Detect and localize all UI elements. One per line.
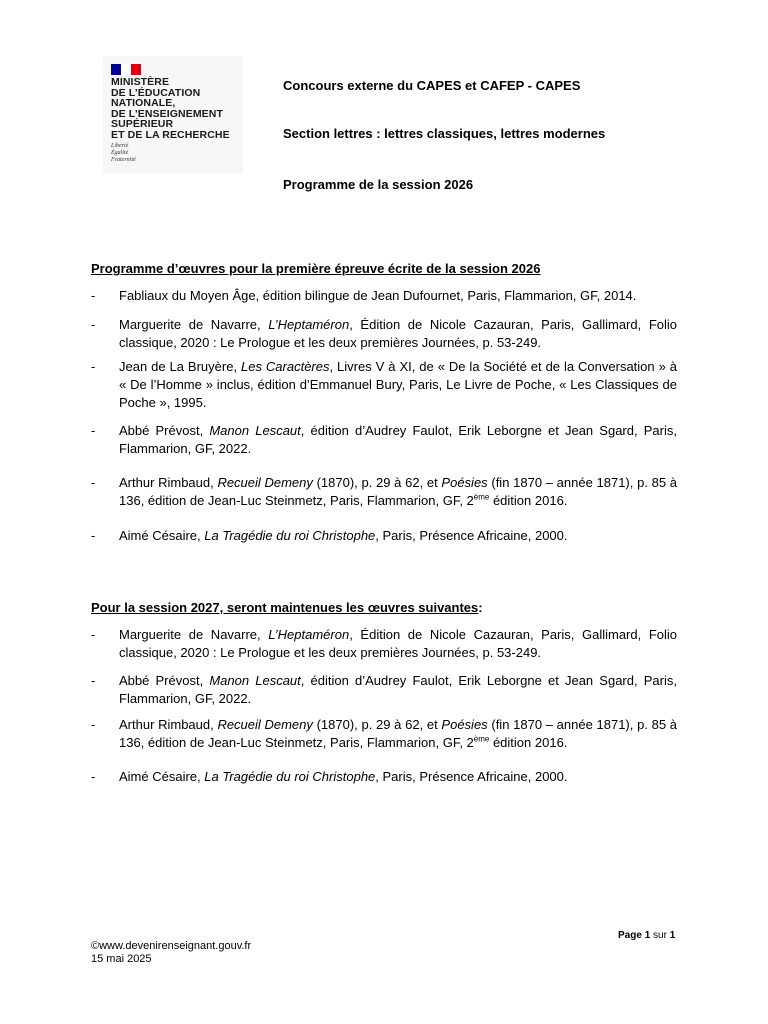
page-current: 1 — [644, 930, 651, 941]
list-dash: - — [91, 717, 96, 732]
item-text: Abbé Prévost, — [119, 673, 210, 688]
flag-red-stripe — [131, 64, 141, 75]
ministry-line: MINISTÈRE — [111, 76, 170, 88]
footer-site: ©www.devenirenseignant.gouv.fr — [91, 940, 252, 952]
list-dash: - — [91, 528, 96, 543]
work-title: La Tragédie du roi Christophe — [204, 769, 376, 784]
item-text: Abbé Prévost, — [119, 423, 210, 438]
ministry-line: SUPÉRIEUR — [111, 118, 174, 131]
list-item — [91, 422, 677, 458]
motto-line: Fraternité — [111, 157, 136, 163]
list-item — [91, 626, 677, 662]
item-text: , Édition de Nicole Cazauran, Paris, Gallimard, Folio classique, 2020 : Le Prologue et les deux premières Journées, p. 53-249. — [119, 627, 678, 660]
list-dash: - — [91, 475, 96, 490]
list-item — [91, 716, 677, 752]
work-title: Manon Lescaut — [209, 673, 301, 688]
list-item — [91, 287, 677, 305]
work-title: Les Caractères — [241, 359, 330, 374]
list-dash: - — [91, 288, 96, 303]
list-dash: - — [91, 769, 96, 784]
header-programme: Programme de la session 2026 — [283, 177, 474, 192]
item-text: Marguerite de Navarre, — [119, 627, 269, 642]
list-dash: - — [91, 317, 96, 332]
work-title: L’Heptaméron — [268, 627, 350, 642]
flag-white-stripe — [121, 64, 131, 75]
list-item — [91, 672, 677, 708]
ministry-line: DE L’ÉDUCATION — [111, 86, 201, 99]
item-text: , édition d’Audrey Faulot, Erik Leborgne et Jean Sgard, Paris, Flammarion, GF, 2022. — [119, 423, 677, 456]
motto-line: Liberté — [111, 143, 129, 149]
item-text: (fin 1870 – année 1871), p. 85 à 136, édition de Jean-Luc Steinmetz, Paris, Flammarion, GF, 2 — [119, 717, 677, 750]
ministry-line: NATIONALE, — [111, 97, 176, 110]
header-section: Section lettres : lettres classiques, lettres modernes — [283, 126, 606, 141]
page-number — [618, 930, 675, 941]
work-title: Manon Lescaut — [209, 423, 301, 438]
ministry-name — [111, 77, 230, 141]
list-item — [91, 316, 677, 352]
list-item — [91, 527, 677, 545]
list-item — [91, 768, 677, 786]
item-text: (1870), p. 29 à 62, et — [312, 475, 442, 490]
superscript: ème — [473, 492, 490, 502]
section-2-title-suffix: : — [478, 600, 483, 615]
item-text: , édition d’Audrey Faulot, Erik Leborgne et Jean Sgard, Paris, Flammarion, GF, 2022. — [119, 673, 677, 706]
item-text: Aimé Césaire, — [119, 769, 205, 784]
work-title: Recueil Demeny — [217, 717, 313, 732]
item-text: (1870), p. 29 à 62, et — [312, 717, 442, 732]
item-text: , Paris, Présence Africaine, 2000. — [375, 769, 568, 784]
item-text: édition 2016. — [489, 493, 568, 508]
item-text: (fin 1870 – année 1871), p. 85 à 136, édition de Jean-Luc Steinmetz, Paris, Flammarion, GF, 2 — [119, 475, 677, 508]
list-dash: - — [91, 423, 96, 438]
section-2-title-text: Pour la session 2027, seront maintenues les œuvres suivantes — [91, 600, 479, 615]
footer — [91, 940, 251, 966]
ministry-line: DE L’ENSEIGNEMENT — [111, 107, 223, 120]
section-1-title: Programme d’œuvres pour la première épreuve écrite de la session 2026 — [91, 261, 541, 276]
header-title: Concours externe du CAPES et CAFEP - CAPES — [283, 78, 581, 93]
item-text: , Livres V à XI, de « De la Société et de la Conversation » à « De l’Homme » inclus, édition d’Emmanuel Bury, Paris, Le Livre de Poche, « Les Classiques de Poche », 1995. — [119, 359, 677, 410]
ministry-logo — [103, 56, 243, 174]
item-text: Marguerite de Navarre, — [119, 317, 269, 332]
republic-motto — [111, 143, 136, 164]
page-total: 1 — [669, 930, 676, 941]
ministry-line: ET DE LA RECHERCHE — [111, 128, 230, 141]
work-title: Poésies — [441, 475, 488, 490]
flag-blue-stripe — [111, 64, 121, 75]
work-title: Poésies — [441, 717, 488, 732]
item-text: , Paris, Présence Africaine, 2000. — [375, 528, 568, 543]
page-word: Page — [618, 930, 642, 941]
work-title: La Tragédie du roi Christophe — [204, 528, 376, 543]
item-text: Aimé Césaire, — [119, 528, 205, 543]
superscript: ème — [473, 734, 490, 744]
list-dash: - — [91, 627, 96, 642]
work-title: L’Heptaméron — [268, 317, 350, 332]
item-text: édition 2016. — [489, 735, 568, 750]
motto-line: Égalité — [111, 150, 129, 156]
footer-date: 15 mai 2025 — [91, 953, 152, 965]
list-item — [91, 358, 677, 412]
item-text: Jean de La Bruyère, — [119, 359, 242, 374]
work-title: Recueil Demeny — [217, 475, 313, 490]
section-2-title — [91, 600, 483, 615]
list-dash: - — [91, 359, 96, 374]
item-text: , Édition de Nicole Cazauran, Paris, Gallimard, Folio classique, 2020 : Le Prologue et les deux premières Journées, p. 53-249. — [119, 317, 678, 350]
list-item — [91, 474, 677, 510]
item-text: Fabliaux du Moyen Âge, édition bilingue de Jean Dufournet, Paris, Flammarion, GF, 2014. — [119, 288, 637, 303]
list-dash: - — [91, 673, 96, 688]
french-flag-icon — [111, 64, 141, 75]
page-sur: sur — [653, 930, 667, 941]
item-text: Arthur Rimbaud, — [119, 475, 218, 490]
item-text: Arthur Rimbaud, — [119, 717, 218, 732]
